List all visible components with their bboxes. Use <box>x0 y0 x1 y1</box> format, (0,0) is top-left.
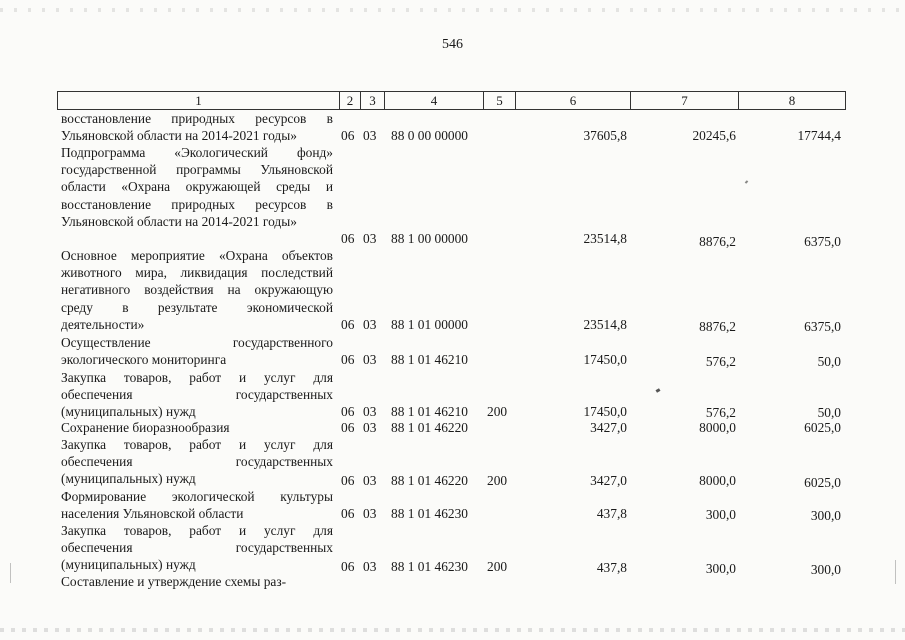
cell-col-8: 6375,0 <box>804 234 841 249</box>
cell-col-7: 576,2 <box>705 354 736 369</box>
header-col-5: 5 <box>483 91 516 110</box>
header-col-3: 3 <box>360 91 385 110</box>
cell-col-6: 17450,0 <box>583 404 627 419</box>
cell-col-6: 437,8 <box>596 560 627 575</box>
row-description: Закупка товаров, работ и услуг для обеспечения государственных (муниципальных) нужд <box>61 523 333 573</box>
scan-speck <box>656 388 661 393</box>
scan-edge-bottom <box>0 628 905 632</box>
cell-section: 06 <box>341 420 355 435</box>
header-col-8: 8 <box>738 91 846 110</box>
cell-section: 06 <box>341 506 355 521</box>
row-description: Формирование экологической культуры населения Ульяновской области <box>61 489 333 522</box>
cell-target-article: 88 1 00 00000 <box>391 231 468 246</box>
cell-section: 06 <box>341 352 355 367</box>
cell-col-7: 8000,0 <box>699 420 736 435</box>
row-description: Составление и утверждение схемы раз- <box>61 574 287 589</box>
row-description: Основное мероприятие «Охрана объектов животного мира, ликвидация последствий негативного воздействия на окружающую среду в результате экономической деятельности» <box>61 248 333 332</box>
cell-subsection: 03 <box>363 506 377 521</box>
cell-target-article: 88 1 01 46230 <box>391 506 468 521</box>
cell-subsection: 03 <box>363 559 377 574</box>
cell-col-8: 6025,0 <box>804 475 841 490</box>
cell-target-article: 88 1 01 46230 <box>391 559 468 574</box>
cell-col-8: 50,0 <box>817 405 841 420</box>
cell-col-6: 23514,8 <box>583 317 627 332</box>
header-col-1: 1 <box>57 91 340 110</box>
cell-col-7: 576,2 <box>705 405 736 420</box>
cell-target-article: 88 1 01 46220 <box>391 420 468 435</box>
cell-section: 06 <box>341 404 355 419</box>
scan-margin-mark <box>10 563 11 583</box>
cell-section: 06 <box>341 317 355 332</box>
cell-section: 06 <box>341 473 355 488</box>
row-description: восстановление природных ресурсов в Ульяновской области на 2014-2021 годы» <box>61 111 333 144</box>
cell-subsection: 03 <box>363 420 377 435</box>
cell-section: 06 <box>341 231 355 246</box>
cell-section: 06 <box>341 128 355 143</box>
cell-target-article: 88 1 01 46220 <box>391 473 468 488</box>
row-description: Закупка товаров, работ и услуг для обеспечения государственных (муниципальных) нужд <box>61 437 333 487</box>
cell-col-8: 6025,0 <box>804 420 841 435</box>
cell-subsection: 03 <box>363 404 377 419</box>
cell-col-6: 3427,0 <box>590 473 627 488</box>
cell-target-article: 88 1 01 46210 <box>391 352 468 367</box>
row-description: Подпрограмма «Экологический фонд» государственной программы Ульяновской области «Охрана окружающей среды и восстановление природных ресурсов в Ульяновской области на 2014-2021 годы» <box>61 145 333 229</box>
header-col-7: 7 <box>630 91 739 110</box>
page-number: 546 <box>442 37 463 52</box>
header-col-4: 4 <box>384 91 484 110</box>
cell-col-7: 300,0 <box>705 561 736 576</box>
cell-col-7: 8876,2 <box>699 319 736 334</box>
cell-target-article: 88 0 00 00000 <box>391 128 468 143</box>
cell-col-8: 50,0 <box>817 354 841 369</box>
row-description: Сохранение биоразнообразия <box>61 420 230 435</box>
cell-col-8: 6375,0 <box>804 319 841 334</box>
cell-col-7: 300,0 <box>705 507 736 522</box>
cell-section: 06 <box>341 559 355 574</box>
cell-subsection: 03 <box>363 128 377 143</box>
cell-subsection: 03 <box>363 473 377 488</box>
cell-expense-type: 200 <box>487 404 508 419</box>
cell-col-6: 37605,8 <box>583 128 627 143</box>
cell-col-6: 437,8 <box>596 506 627 521</box>
cell-subsection: 03 <box>363 352 377 367</box>
scan-edge-top <box>0 8 905 12</box>
scan-margin-mark <box>895 560 896 584</box>
cell-expense-type: 200 <box>487 473 508 488</box>
cell-col-6: 3427,0 <box>590 420 627 435</box>
header-col-6: 6 <box>515 91 631 110</box>
cell-col-7: 8000,0 <box>699 473 736 488</box>
scan-speck <box>745 180 749 184</box>
cell-expense-type: 200 <box>487 559 508 574</box>
cell-col-6: 23514,8 <box>583 231 627 246</box>
cell-col-8: 300,0 <box>810 508 841 523</box>
cell-col-6: 17450,0 <box>583 352 627 367</box>
cell-col-7: 20245,6 <box>692 128 736 143</box>
cell-target-article: 88 1 01 00000 <box>391 317 468 332</box>
cell-subsection: 03 <box>363 231 377 246</box>
row-description: Осуществление государственного экологического мониторинга <box>61 335 333 368</box>
cell-col-8: 300,0 <box>810 562 841 577</box>
cell-target-article: 88 1 01 46210 <box>391 404 468 419</box>
cell-col-7: 8876,2 <box>699 234 736 249</box>
row-description: Закупка товаров, работ и услуг для обеспечения государственных (муниципальных) нужд <box>61 370 333 420</box>
cell-col-8: 17744,4 <box>797 128 841 143</box>
header-col-2: 2 <box>339 91 361 110</box>
cell-subsection: 03 <box>363 317 377 332</box>
